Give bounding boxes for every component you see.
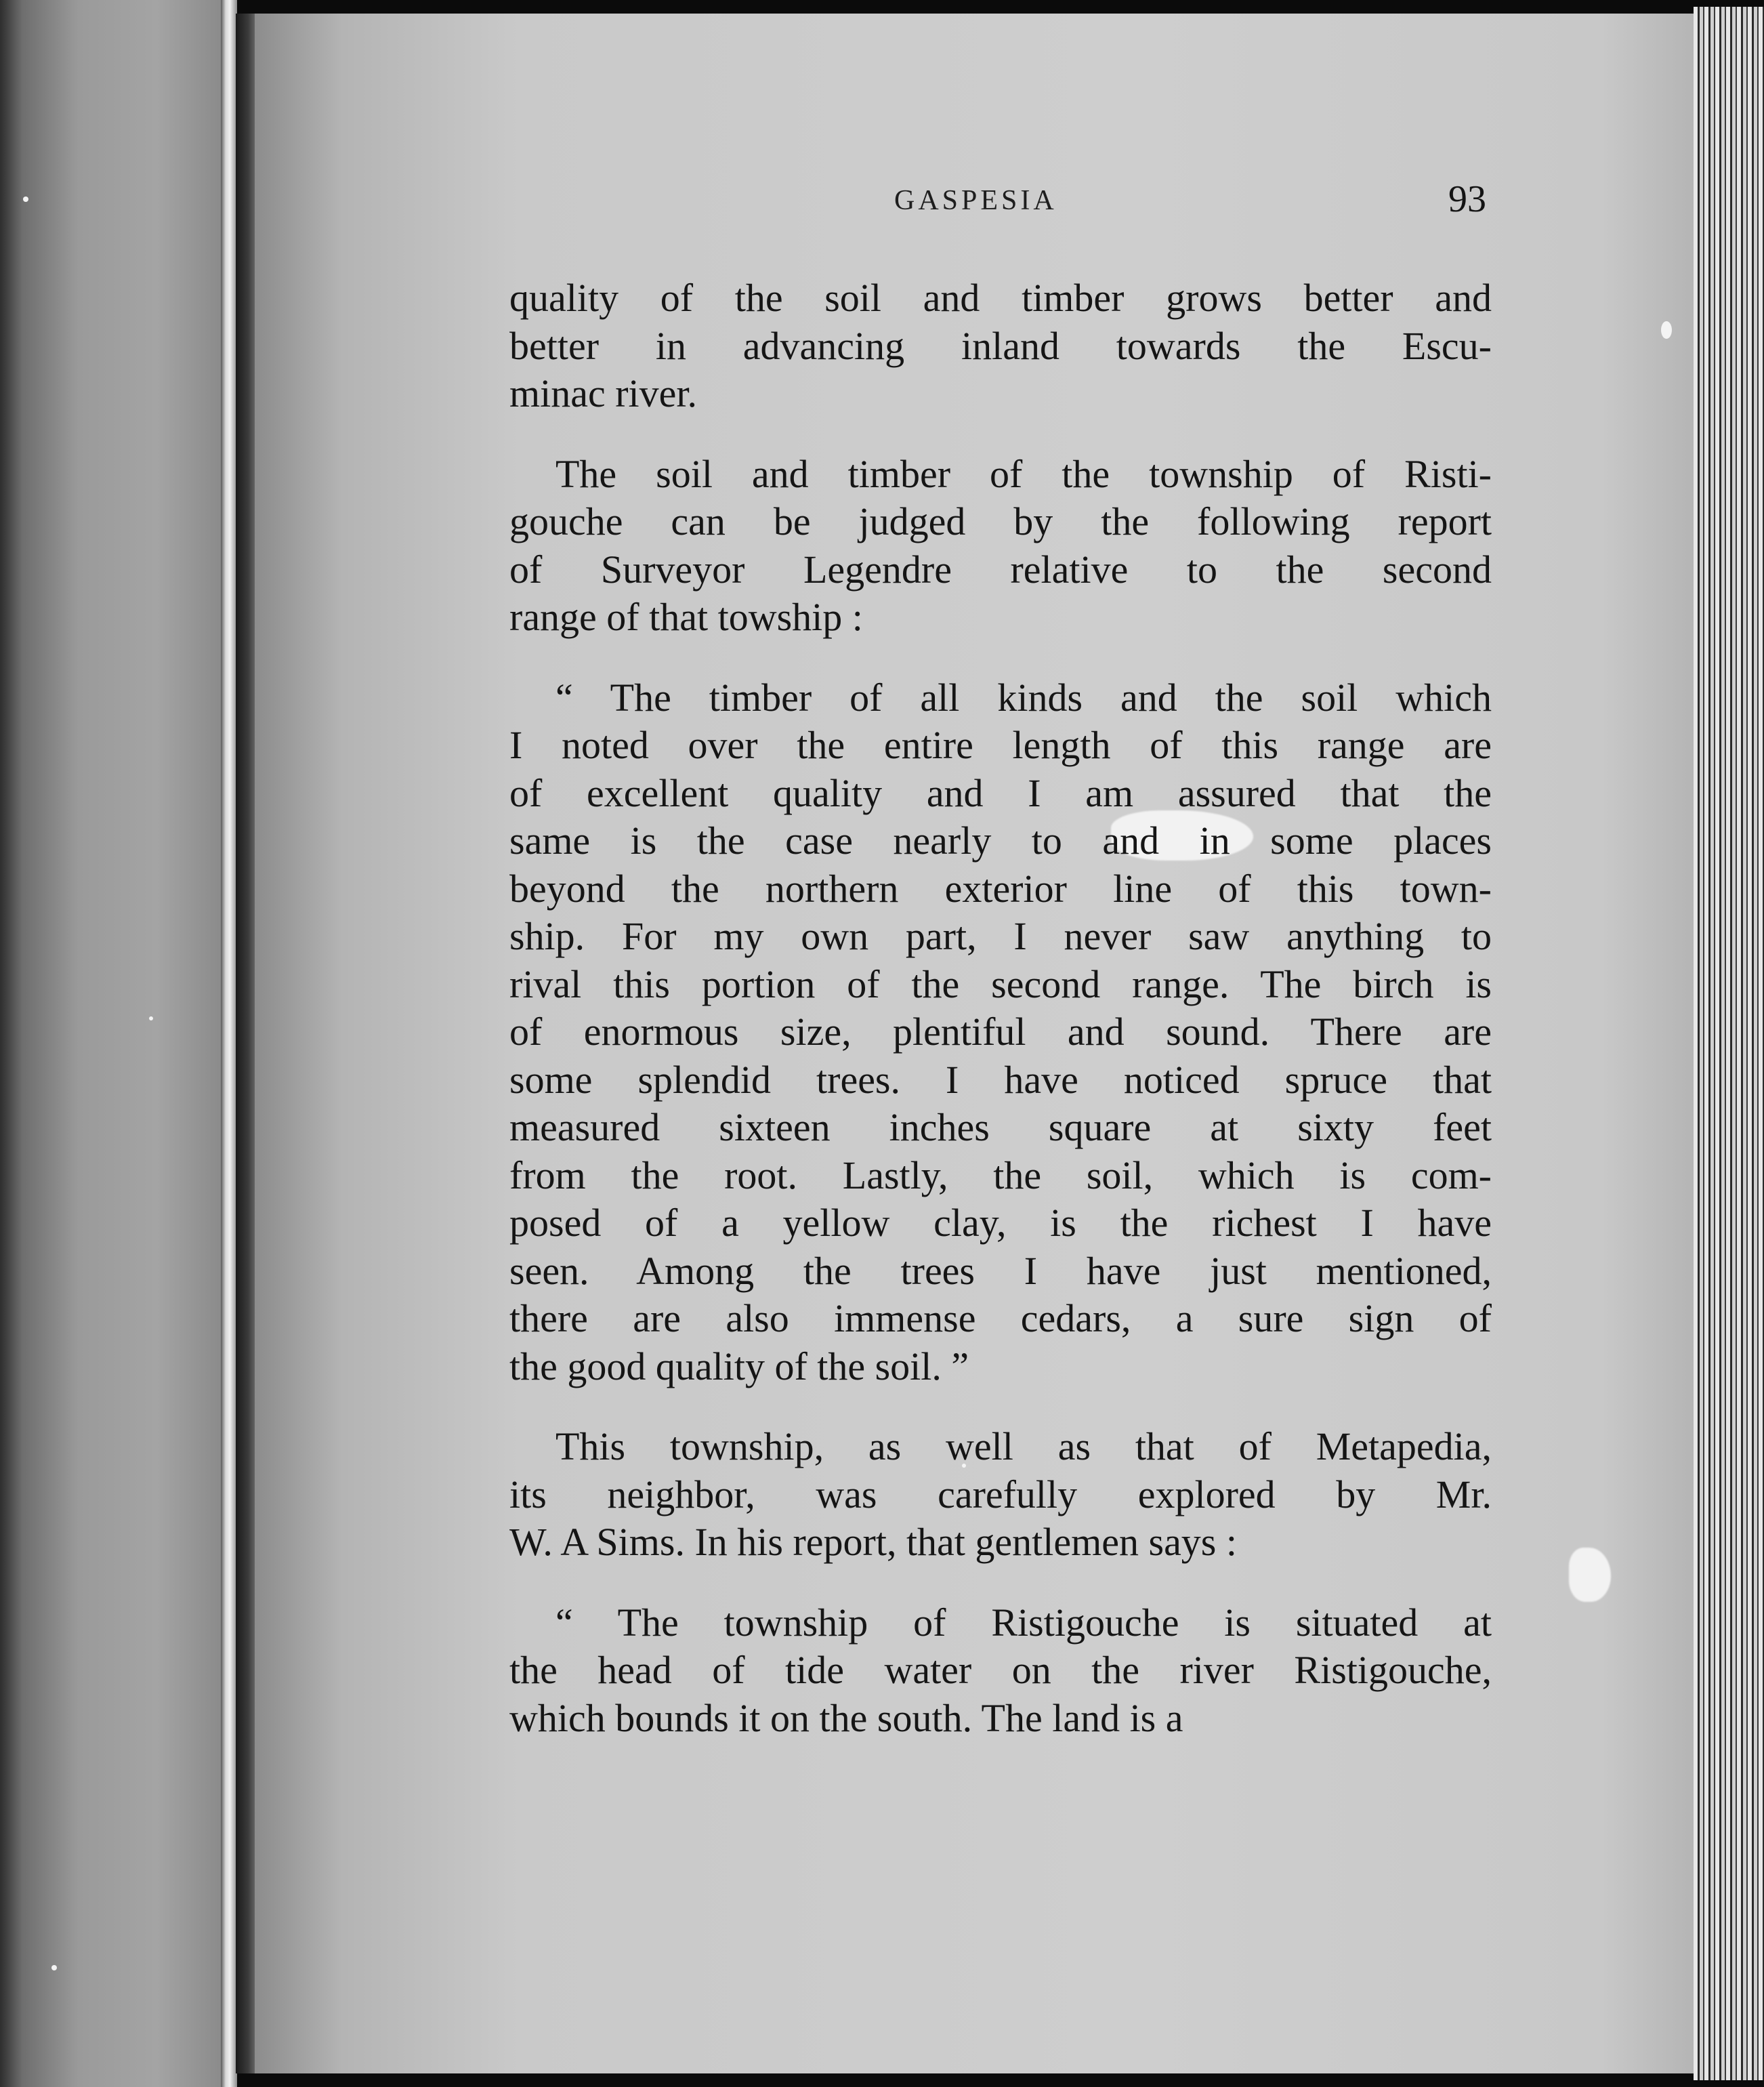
text-line: seen. Among the trees I have just mentioned, [509,1248,1492,1293]
text-line: gouche can be judged by the following report [509,499,1492,543]
page-number: 93 [1448,178,1486,220]
text-line: from the root. Lastly, the soil, which is com- [509,1153,1492,1197]
text-line: range of that towship : [509,595,863,639]
left-facing-page [0,0,224,2087]
dust-speck [51,1965,57,1970]
text-line: measured sixteen inches square at sixty feet [509,1105,1492,1149]
page-edge-stack [1694,7,1764,2080]
book-gutter [221,0,237,2087]
text-line: there are also immense cedars, a sure sign of [509,1296,1492,1340]
paper-tear-mark [1569,1548,1611,1602]
text-line: the good quality of the soil. ” [509,1344,969,1388]
text-line: the head of tide water on the river Ristigouche, [509,1648,1492,1692]
text-line: I noted over the entire length of this range are [509,723,1492,767]
text-line: This township, as well as that of Metapedia, [555,1424,1492,1468]
text-line: “ The timber of all kinds and the soil which [555,675,1492,720]
dust-speck [23,197,28,202]
text-line: “ The township of Ristigouche is situated at [555,1600,1492,1645]
text-line: beyond the northern exterior line of this town- [509,866,1492,911]
text-line: quality of the soil and timber grows better and [509,276,1492,320]
text-line: posed of a yellow clay, is the richest I have [509,1201,1492,1245]
text-line: minac river. [509,371,698,415]
text-line: ship. For my own part, I never saw anything to [509,914,1492,958]
dust-speck [1661,321,1672,339]
text-line: of Surveyor Legendre relative to the second [509,547,1492,592]
text-line: W. A Sims. In his report, that gentlemen says : [509,1520,1237,1564]
text-line: rival this portion of the second range. The birch is [509,962,1492,1006]
text-line: some splendid trees. I have noticed spruce that [509,1057,1492,1102]
dust-speck [149,1016,153,1020]
text-line: of enormous size, plentiful and sound. There are [509,1010,1492,1054]
text-line: which bounds it on the south. The land is a [509,1695,1183,1740]
text-line: of excellent quality and I am assured that the [509,770,1492,815]
text-line: better in advancing inland towards the Escu- [509,323,1492,368]
running-head: GASPESIA [894,185,1057,216]
page-inner-shadow [236,14,256,2073]
text-line: same is the case nearly to and in some places [509,819,1492,863]
text-line: The soil and timber of the township of Risti- [555,451,1492,496]
text-line: its neighbor, was carefully explored by Mr. [509,1472,1492,1516]
